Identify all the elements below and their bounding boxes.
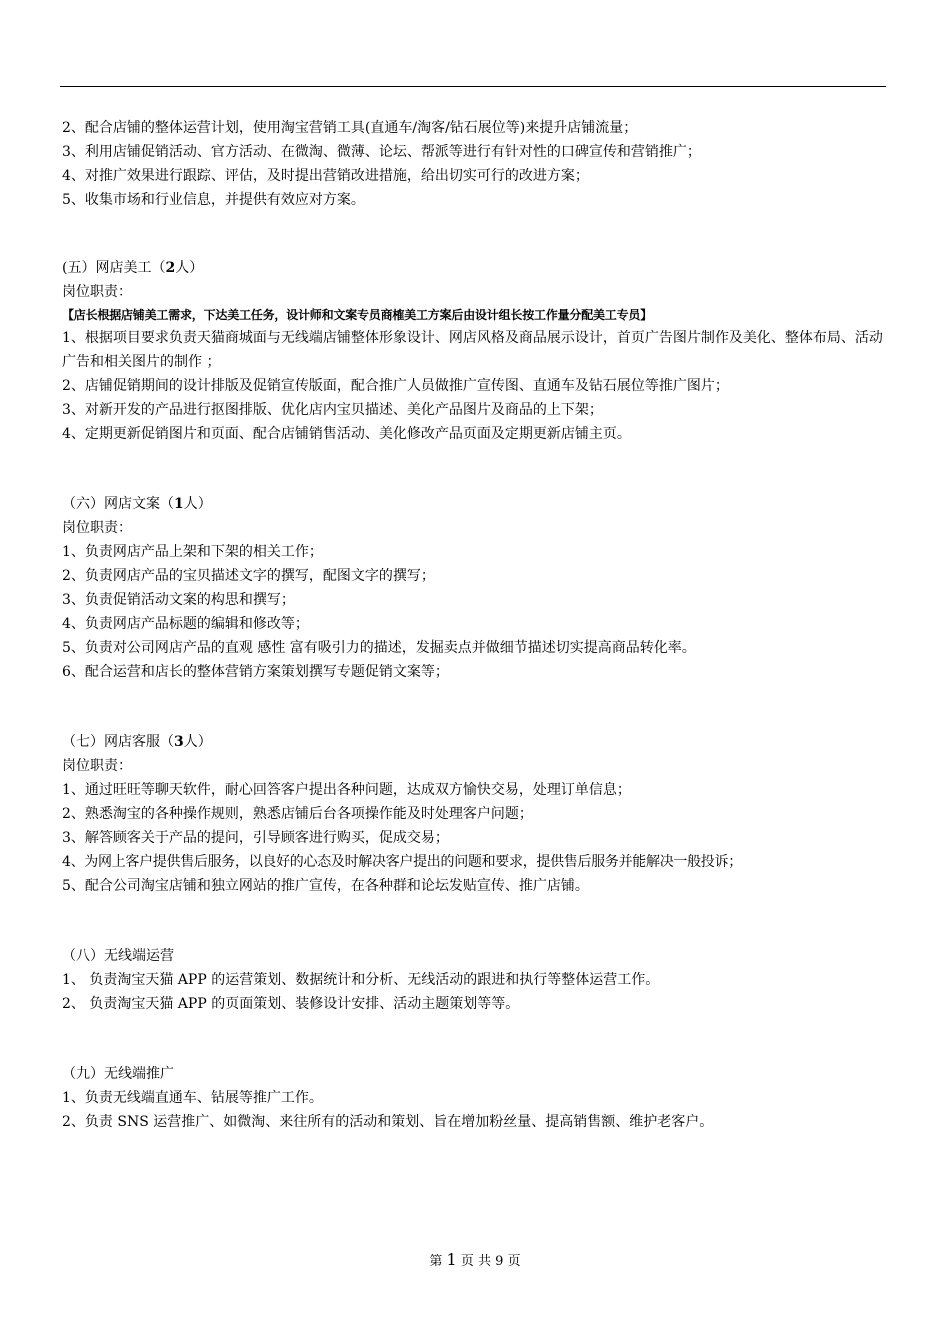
section-heading: (五）网店美工（2人） [62,260,204,276]
list-item: 2、负责 SNS 运营推广、如微淘、来往所有的活动和策划、旨在增加粉丝量、提高销售额、维护老客户。 [62,1114,714,1130]
page-footer: 第 1 页 共 9 页 [429,1250,521,1269]
list-item: 1、根据项目要求负责天猫商城面与无线端店铺整体形象设计、网店风格及商品展示设计，首页广告图片制作及美化、整体布局、活动广告和相关图片的制作 ； [62,330,883,370]
list-item: 6、配合运营和店长的整体营销方案策划撰写专题促销文案等； [62,664,449,680]
section-heading: （九）无线端推广 [62,1066,174,1082]
list-item: 1、通过旺旺等聊天软件，耐心回答客户提出各种问题，达成双方愉快交易，处理订单信息； [62,782,631,798]
list-item: 3、解答顾客关于产品的提问，引导顾客进行购买，促成交易； [62,830,449,846]
list-item: 4、负责网店产品标题的编辑和修改等； [62,616,309,632]
section-note: 【店长根据店铺美工需求，下达美工任务，设计师和文案专员商榷美工方案后由设计组长按工作量分配美工专员】 [62,308,653,322]
section-copywriter [62,492,892,684]
list-item: 5、配合公司淘宝店铺和独立网站的推广宣传，在各种群和论坛发贴宣传、推广店铺。 [62,878,589,894]
section-designer [62,256,892,446]
page-total: 9 [495,1254,504,1269]
list-item: 1、负责网店产品上架和下架的相关工作； [62,544,323,560]
page-number: 1 [446,1250,457,1269]
list-item: 3、对新开发的产品进行抠图排版、优化店内宝贝描述、美化产品图片及商品的上下架； [62,402,603,418]
list-item: 3、负责促销活动文案的构思和撰写； [62,592,295,608]
section-heading: （六）网店文案（1人） [62,496,212,512]
list-item: 4、定期更新促销图片和页面、配合店铺销售活动、美化修改产品页面及定期更新店铺主页。 [62,426,631,442]
list-item: 2、 负责淘宝天猫 APP 的页面策划、装修设计安排、活动主题策划等等。 [62,996,520,1012]
list-item: 3、利用店铺促销活动、官方活动、在微淘、微薄、论坛、帮派等进行有针对性的口碑宣传和营销推广； [62,144,701,160]
section-heading: （八）无线端运营 [62,948,174,964]
list-item: 5、收集市场和行业信息，并提供有效应对方案。 [62,192,365,208]
list-item: 2、店铺促销期间的设计排版及促销宣传版面，配合推广人员做推广宣传图、直通车及钻石展位等推广图片； [62,378,729,394]
header-rule [60,86,886,87]
list-item: 1、负责无线端直通车、钻展等推广工作。 [62,1090,323,1106]
duty-label: 岗位职责： [62,520,132,536]
section-customer-service [62,730,892,898]
list-item: 4、对推广效果进行跟踪、评估，及时提出营销改进措施，给出切实可行的改进方案； [62,168,589,184]
list-item: 2、配合店铺的整体运营计划，使用淘宝营销工具(直通车/淘客/钻石展位等)来提升店铺流量； [62,120,638,136]
section-heading: （七）网店客服（3人） [62,734,212,750]
list-item: 1、 负责淘宝天猫 APP 的运营策划、数据统计和分析、无线活动的跟进和执行等整体运营工作。 [62,972,660,988]
list-item: 2、熟悉淘宝的各种操作规则，熟悉店铺后台各项操作能及时处理客户问题； [62,806,533,822]
duty-label: 岗位职责： [62,284,132,300]
duty-label: 岗位职责： [62,758,132,774]
list-item: 2、负责网店产品的宝贝描述文字的撰写，配图文字的撰写； [62,568,435,584]
list-item: 5、负责对公司网店产品的直观 感性 富有吸引力的描述，发掘卖点并做细节描述切实提高商品转化率。 [62,640,696,656]
section-promotion-continued [62,116,892,212]
list-item: 4、为网上客户提供售后服务，以良好的心态及时解决客户提出的问题和要求，提供售后服务并能解决一般投诉； [62,854,742,870]
document-body [62,116,892,1134]
section-mobile-promotion [62,1062,892,1134]
section-mobile-operations [62,944,892,1016]
